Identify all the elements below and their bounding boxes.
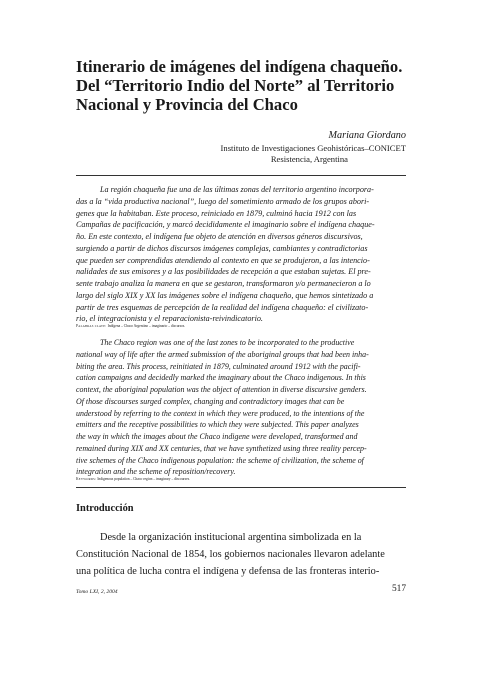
- abstract-line: das a la “vida productiva nacional”, luego del sometimiento armado de los grupos abori-: [76, 196, 370, 206]
- abstract-line: largo del siglo XIX y XX las imágenes sobre el indígena chaqueño, que hemos sintetizado a: [76, 290, 374, 300]
- divider-top: [76, 175, 406, 176]
- abstract-line: integration and the scheme of reposition/recovery.: [76, 467, 236, 477]
- affiliation-line: Instituto de Investigaciones Geohistóricas–CONICET: [220, 143, 406, 153]
- keywords-text: Indígena – Chaco Argentino – imaginario – discursos.: [107, 324, 186, 328]
- abstract-line: que pueden ser comprendidas atendiendo al contexto en que se produjeron, a las intencio-: [76, 255, 370, 265]
- keywords-text: Indigenous population – Chaco region – imaginary – discourses.: [97, 477, 191, 481]
- article-title: [76, 57, 416, 115]
- body-line: Constitución Nacional de 1854, los gobiernos nacionales llevaron adelante: [76, 548, 385, 560]
- abstract-line: The Chaco region was one of the last zones to be incorporated to the productive: [100, 338, 355, 347]
- abstract-line: remained during XIX and XX centuries, that we have synthetized using three reality percep-: [76, 443, 367, 453]
- abstract-line: partir de tres esquemas de percepción de la realidad del indígena chaqueño: el civilizato-: [76, 302, 369, 312]
- abstract-line: emitters and the receptive possibilities to which they were subjected. This paper analyzes: [76, 420, 359, 430]
- divider-bottom: [76, 487, 406, 488]
- abstract-line: context, the aboriginal population was the object of attention in diverse discursive genders.: [76, 385, 367, 394]
- abstract-english: [76, 337, 406, 478]
- abstract-line: rio, el integracionista y el reparacionista-reivindicatorio.: [76, 314, 263, 324]
- abstract-line: nalidades de sus emisores y a las posibilidades de recepción a que estaban sujetas. El pre-: [76, 267, 371, 277]
- abstract-line: La región chaqueña fue una de las últimas zonas del territorio argentino incorpora-: [100, 185, 374, 194]
- keywords-label: Palabras clave:: [76, 324, 108, 328]
- abstract-line: understood by referring to the context in which they were produced, to the intentions of the: [76, 408, 365, 418]
- abstract-line: Campañas de pacificación, y marcó decididamente el imaginario sobre el indígena chaque-: [76, 220, 375, 230]
- body-line: una política de lucha contra el indígena y defensa de las fronteras interio-: [76, 565, 380, 577]
- abstract-line: Of those discourses surged complex, changing and contradictory images that can be: [76, 396, 345, 406]
- title-line: Del “Territorio Indio del Norte” al Territorio: [76, 76, 395, 96]
- abstract-line: ño. En este contexto, el indígena fue objeto de atención en diversos géneros discursivos,: [76, 232, 363, 241]
- title-line: Nacional y Provincia del Chaco: [76, 95, 298, 115]
- page-number: 517: [391, 584, 406, 594]
- body-paragraph: [76, 530, 406, 580]
- author-affiliation: [0, 143, 406, 164]
- keywords-label: Keywords:: [76, 477, 98, 481]
- abstract-line: surgiendo a partir de dichos discursos imágenes complejas, cambiantes y contradictorias: [76, 243, 368, 253]
- abstract-spanish: [76, 184, 406, 325]
- abstract-line: genes que la habitaban. Este proceso, reiniciado en 1879, culminó hacia 1912 con las: [76, 208, 357, 218]
- journal-reference: Tomo LXI, 2, 2004: [76, 589, 118, 595]
- abstract-line: tive schemes of the Chaco indigenous population: the scheme of civilization, the scheme of: [76, 455, 364, 465]
- title-line: Itinerario de imágenes del indígena chaqueño.: [76, 57, 403, 76]
- abstract-line: sente trabajo analiza la manera en que se gestaron, transformaron y/o permanecieron a lo: [76, 279, 371, 288]
- abstract-line: biting the area. This process, reinitiated in 1879, culminated around 1912 with the pacifi-: [76, 361, 361, 371]
- section-heading: Introducción: [76, 503, 134, 514]
- keywords-spanish: [76, 321, 416, 331]
- body-line: Desde la organización institucional argentina simbolizada en la: [100, 532, 362, 543]
- abstract-line: national way of life after the armed submission of the aboriginal groups that had been inha-: [76, 349, 369, 359]
- author-name: Mariana Giordano: [328, 130, 406, 141]
- affiliation-line: Resistencia, Argentina: [270, 153, 348, 164]
- abstract-line: cation campaigns and decidedly marked the imaginary about the Chaco indigenous. In this: [76, 373, 366, 383]
- abstract-line: the way in which the images about the Chaco indigene were developed, transformed and: [76, 432, 358, 441]
- keywords-english: [76, 474, 416, 484]
